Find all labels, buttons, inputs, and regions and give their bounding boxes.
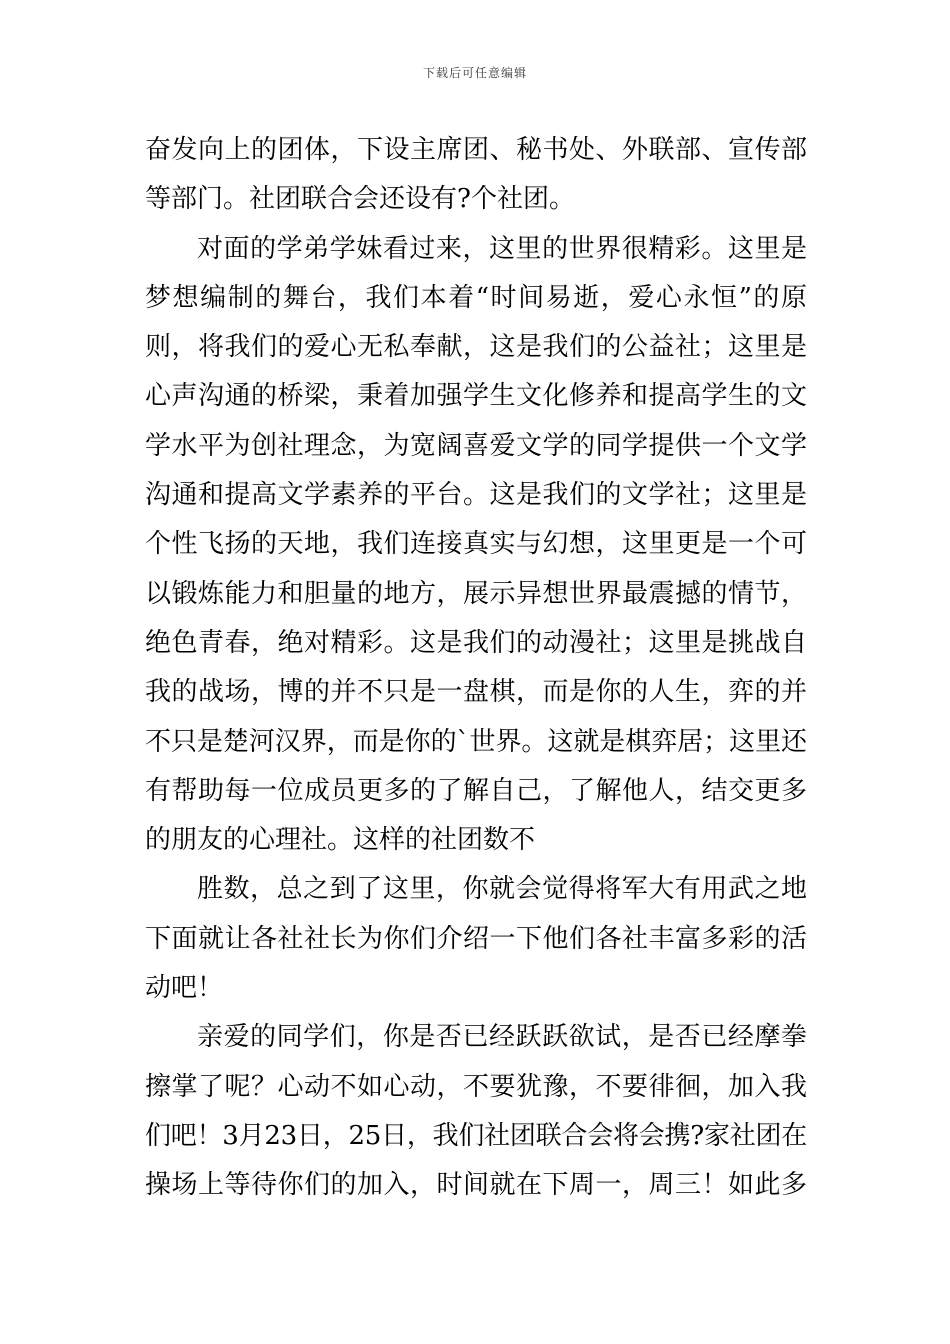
text-line: 个性飞扬的天地，我们连接真实与幻想，这里更是一个可: [145, 529, 807, 560]
page-header: 下载后可任意编辑: [422, 66, 527, 80]
text-line: 学水平为创社理念，为宽阔喜爱文学的同学提供一个文学: [145, 430, 807, 461]
text-line: 动吧！: [145, 973, 224, 1004]
text-line: 沟通和提高文学素养的平台。这是我们的文学社；这里是: [145, 480, 807, 511]
text-line: 有帮助每一位成员更多的了解自己，了解他人，结交更多: [145, 775, 807, 806]
text-line: 不只是楚河汉界，而是你的`世界。这就是棋弈居；这里还: [145, 726, 807, 757]
text-line: 对面的学弟学妹看过来，这里的世界很精彩。这里是: [197, 233, 807, 264]
text-line: 亲爱的同学们，你是否已经跃跃欲试，是否已经摩拳: [197, 1022, 807, 1053]
text-line: 绝色青春，绝对精彩。这是我们的动漫社；这里是挑战自: [145, 627, 807, 658]
body-text: [145, 126, 807, 1211]
text-line: 梦想编制的舞台，我们本着“时间易逝，爱心永恒”的原: [145, 282, 807, 313]
text-line: 以锻炼能力和胆量的地方，展示异想世界最震撼的情节，: [145, 578, 807, 609]
text-line: 的朋友的心理社。这样的社团数不: [145, 825, 536, 856]
text-line: 心声沟通的桥梁，秉着加强学生文化修养和提高学生的文: [145, 381, 807, 412]
text-line: 我的战场，博的并不只是一盘棋，而是你的人生，弈的并: [145, 677, 807, 708]
text-line: 等部门。社团联合会还设有?个社团。: [145, 184, 575, 215]
text-line: 奋发向上的团体，下设主席团、秘书处、外联部、宣传部: [145, 135, 807, 165]
text-line: 擦掌了呢？心动不如心动，不要犹豫，不要徘徊，加入我: [145, 1071, 807, 1102]
text-line: 则，将我们的爱心无私奉献，这是我们的公益社；这里是: [145, 332, 807, 363]
text-line: 胜数，总之到了这里，你就会觉得将军大有用武之地: [197, 874, 807, 905]
text-line: 操场上等待你们的加入，时间就在下周一，周三！如此多: [145, 1170, 807, 1201]
text-line: 们吧！3月23日，25日，我们社团联合会将会携?家社团在: [145, 1120, 807, 1151]
text-line: 下面就让各社社长为你们介绍一下他们各社丰富多彩的活: [145, 923, 807, 954]
